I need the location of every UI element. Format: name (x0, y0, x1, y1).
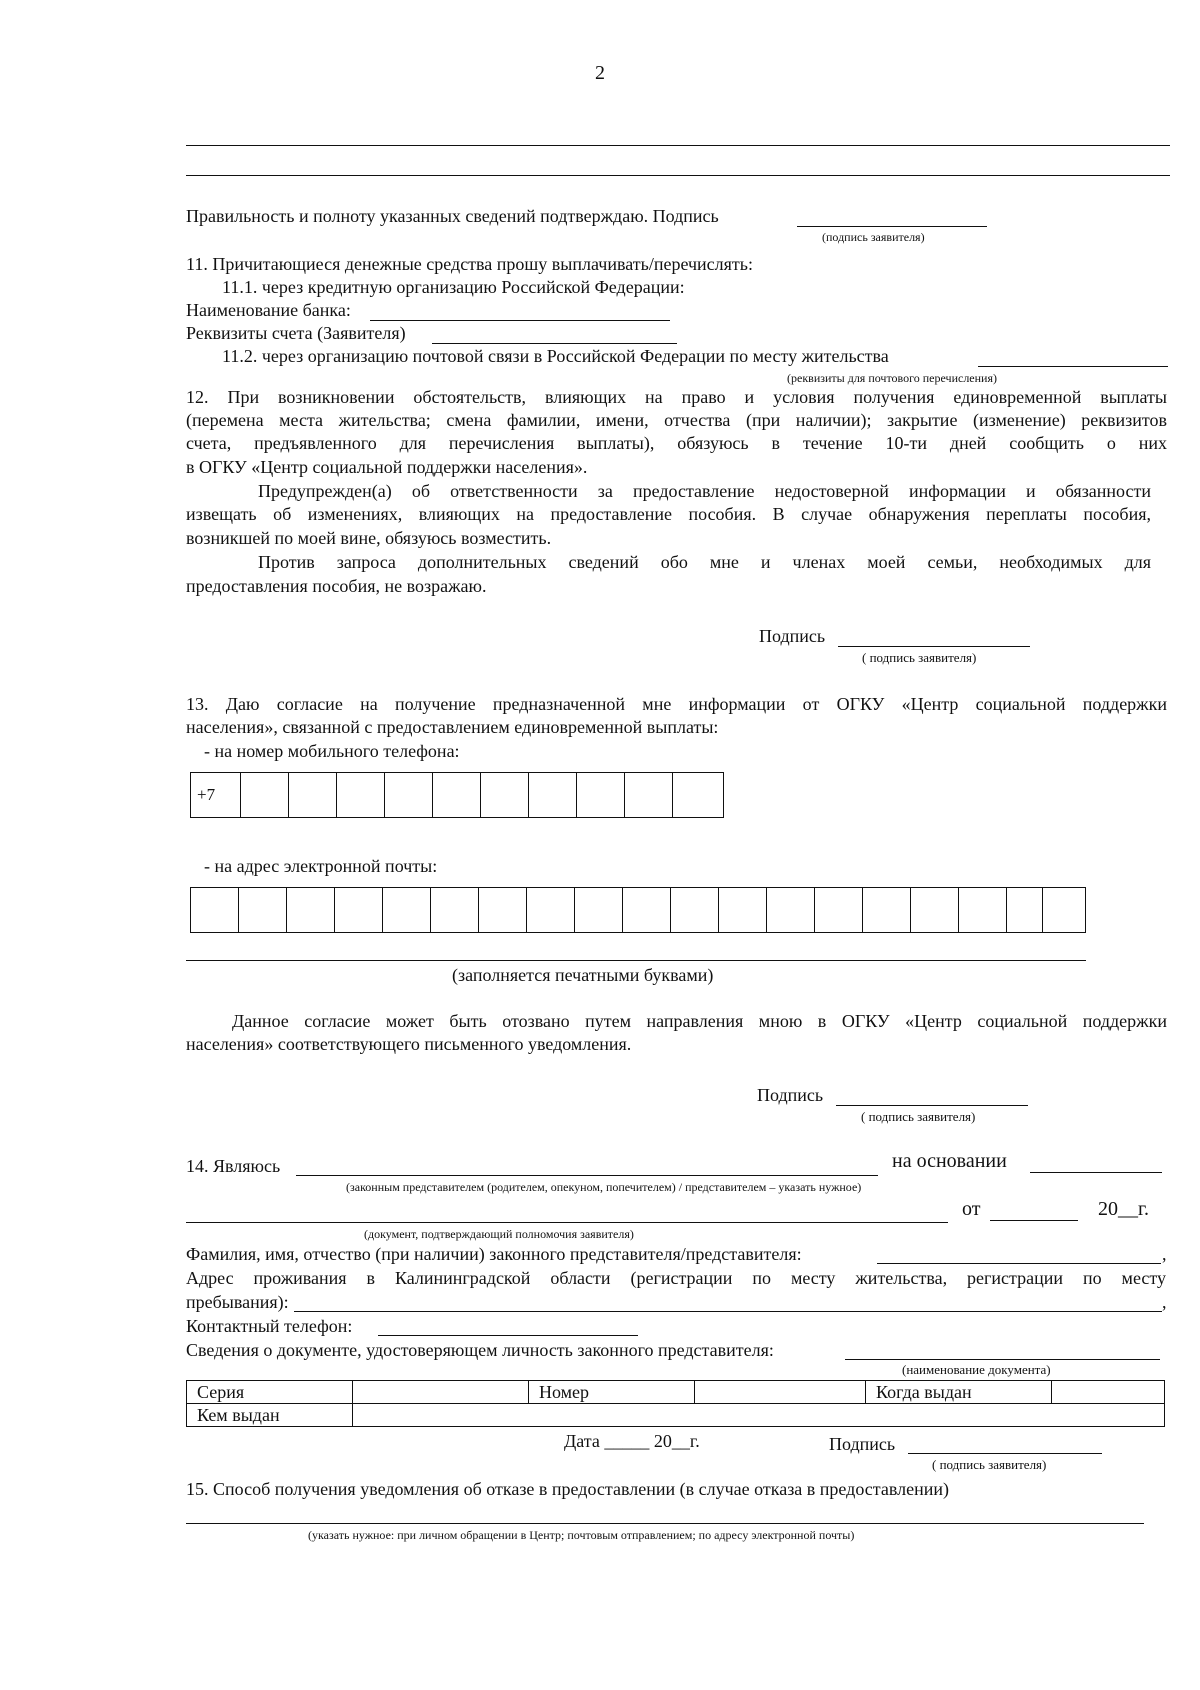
signature-field[interactable] (908, 1453, 1102, 1454)
bank-label: Наименование банка: (186, 300, 351, 320)
s12-line: 12. При возникновении обстоятельств, влияющих на право и условия получения единовременной выплаты (186, 387, 1167, 407)
email-char-cell[interactable] (527, 888, 575, 932)
issued-by-label: Кем выдан (187, 1404, 353, 1427)
s13-line: населения», связанной с предоставлением единовременной выплаты: (186, 717, 719, 737)
s12-line: извещать об изменениях, влияющих на предоставление пособия. В случае обнаружения переплаты пособия, (186, 504, 1151, 524)
signature-field[interactable] (838, 646, 1030, 647)
s11-heading: 11. Причитающиеся денежные средства прошу выплачивать/перечислять: (186, 254, 753, 274)
blank-line[interactable] (186, 175, 1170, 176)
email-char-cell[interactable] (671, 888, 719, 932)
phone-digit-cell[interactable] (673, 773, 721, 817)
from-label: от (962, 1198, 981, 1220)
email-char-cell[interactable] (863, 888, 911, 932)
address-line: пребывания): (186, 1292, 289, 1312)
signature-label: Подпись (829, 1434, 896, 1454)
email-char-cell[interactable] (623, 888, 671, 932)
signature-field[interactable] (797, 226, 987, 227)
table-row (187, 1381, 1165, 1404)
email-char-cell[interactable] (431, 888, 479, 932)
email-char-cell[interactable] (287, 888, 335, 932)
issued-when-label: Когда выдан (866, 1381, 1052, 1404)
email-char-cell[interactable] (815, 888, 863, 932)
postal-hint: (реквизиты для почтового перечисления) (787, 371, 997, 385)
email-char-cell[interactable] (479, 888, 527, 932)
phone-digit-cell[interactable] (289, 773, 337, 817)
s15-field[interactable] (186, 1523, 1144, 1524)
id-doc-field[interactable] (845, 1359, 1160, 1360)
signature-hint: ( подпись заявителя) (862, 650, 977, 665)
id-doc-hint: (наименование документа) (902, 1362, 1051, 1377)
document-hint: (документ, подтверждающий полномочия заявителя) (364, 1227, 634, 1241)
page-number: 2 (595, 62, 605, 84)
basis-field[interactable] (1030, 1172, 1162, 1173)
phone-digit-cell[interactable] (433, 773, 481, 817)
number-label: Номер (529, 1381, 695, 1404)
account-label: Реквизиты счета (Заявителя) (186, 323, 406, 343)
blank-line[interactable] (186, 145, 1170, 146)
series-label: Серия (187, 1381, 353, 1404)
fio-field[interactable] (877, 1263, 1161, 1264)
revoke-line: Данное согласие может быть отозвано путем направления мною в ОГКУ «Центр социальной поддержки (232, 1011, 1167, 1031)
blank-line[interactable] (186, 960, 1086, 961)
year-suffix: 20__г. (1098, 1198, 1149, 1220)
series-field[interactable] (353, 1381, 529, 1404)
basis-label: на основании (892, 1150, 1007, 1172)
bank-field[interactable] (370, 320, 670, 321)
email-char-cell[interactable] (911, 888, 959, 932)
phone-contact-field[interactable] (378, 1335, 638, 1336)
phone-digit-cell[interactable] (577, 773, 625, 817)
id-document-table (186, 1380, 1165, 1427)
s12-line: счета, предъявленного для перечисления выплаты), обязуюсь в течение 10-ти дней сообщить о них (186, 433, 1167, 453)
s11-option-1: 11.1. через кредитную организацию Российской Федерации: (222, 277, 685, 297)
address-line: Адрес проживания в Калининградской области (регистрации по месту жительства, регистрации по месту (186, 1268, 1166, 1288)
signature-label: Подпись (759, 626, 826, 646)
email-char-cell[interactable] (335, 888, 383, 932)
comma-separator: , (1162, 1244, 1167, 1264)
signature-field[interactable] (836, 1105, 1028, 1106)
role-hint: (законным представителем (родителем, опекуном, попечителем) / представителем – указать нужное) (346, 1180, 862, 1194)
email-char-cell[interactable] (767, 888, 815, 932)
s11-option-2: 11.2. через организацию почтовой связи в Российской Федерации по месту жительства (222, 346, 889, 366)
phone-digit-cell[interactable] (385, 773, 433, 817)
phone-input-grid[interactable] (190, 772, 724, 818)
postal-field[interactable] (978, 366, 1168, 367)
revoke-line: населения» соответствующего письменного уведомления. (186, 1034, 632, 1054)
s13-line: 13. Даю согласие на получение предназначенной мне информации от ОГКУ «Центр социальной поддержки (186, 694, 1167, 714)
document-field[interactable] (186, 1222, 948, 1223)
email-char-cell[interactable] (959, 888, 1007, 932)
signature-hint: ( подпись заявителя) (861, 1109, 976, 1124)
date-field[interactable] (990, 1220, 1078, 1221)
table-row (187, 1404, 1165, 1427)
address-field[interactable] (294, 1311, 1162, 1312)
phone-digit-cell[interactable] (481, 773, 529, 817)
s12-line: в ОГКУ «Центр социальной поддержки населения». (186, 457, 588, 477)
s12-line: предоставления пособия, не возражаю. (186, 576, 487, 596)
issued-by-field[interactable] (353, 1404, 1165, 1427)
role-field[interactable] (296, 1175, 878, 1176)
phone-prefix: +7 (191, 773, 241, 817)
email-char-cell[interactable] (239, 888, 287, 932)
email-input-grid[interactable] (190, 887, 1086, 933)
date-label: Дата _____ 20__г. (564, 1431, 700, 1451)
fio-label: Фамилия, имя, отчество (при наличии) законного представителя/представителя: (186, 1244, 802, 1264)
phone-digit-cell[interactable] (625, 773, 673, 817)
confirm-text: Правильность и полноту указанных сведений подтверждаю. Подпись (186, 206, 719, 226)
number-field[interactable] (695, 1381, 866, 1404)
signature-hint: (подпись заявителя) (822, 230, 925, 244)
phone-label: - на номер мобильного телефона: (204, 741, 460, 761)
s15-hint: (указать нужное: при личном обращении в Центр; почтовым отправлением; по адресу электронной почты) (308, 1528, 855, 1542)
phone-digit-cell[interactable] (529, 773, 577, 817)
phone-digit-cell[interactable] (337, 773, 385, 817)
s12-line: Предупрежден(а) об ответственности за предоставление недостоверной информации и обязанности (258, 481, 1151, 501)
email-label: - на адрес электронной почты: (204, 856, 438, 876)
comma-separator: , (1162, 1292, 1167, 1312)
email-char-cell[interactable] (1043, 888, 1079, 932)
s12-line: Против запроса дополнительных сведений обо мне и членах моей семьи, необходимых для (258, 552, 1151, 572)
email-char-cell[interactable] (719, 888, 767, 932)
signature-label: Подпись (757, 1085, 824, 1105)
phone-digit-cell[interactable] (241, 773, 289, 817)
email-char-cell[interactable] (383, 888, 431, 932)
s12-line: возникшей по моей вине, обязуюсь возместить. (186, 528, 552, 548)
email-char-cell[interactable] (1007, 888, 1043, 932)
s12-line: (перемена места жительства; смена фамилии, имени, отчества (при наличии); закрытие (изменение) реквизитов (186, 410, 1167, 430)
print-hint: (заполняется печатными буквами) (452, 965, 714, 985)
phone-contact-label: Контактный телефон: (186, 1316, 353, 1336)
email-char-cell[interactable] (191, 888, 239, 932)
s15-text: 15. Способ получения уведомления об отказе в предоставлении (в случае отказа в предоставлении) (186, 1479, 949, 1499)
email-char-cell[interactable] (575, 888, 623, 932)
id-doc-label: Сведения о документе, удостоверяющем личность законного представителя: (186, 1340, 774, 1360)
signature-hint: ( подпись заявителя) (932, 1457, 1047, 1472)
s14-label: 14. Являюсь (186, 1156, 281, 1176)
issued-when-field[interactable] (1052, 1381, 1165, 1404)
account-field[interactable] (432, 343, 677, 344)
